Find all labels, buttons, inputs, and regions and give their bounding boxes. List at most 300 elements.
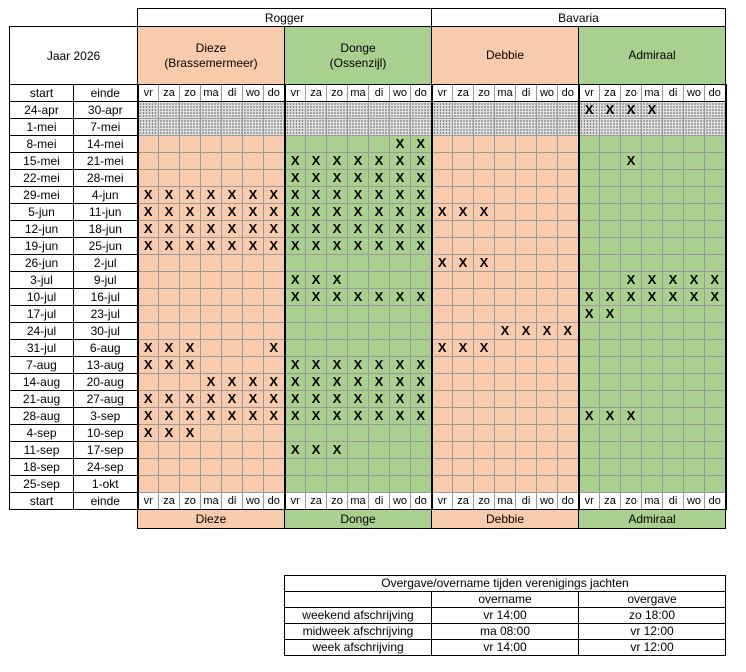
legend-row-overname: vr 14:00 (432, 608, 579, 624)
day-label: di (516, 493, 537, 510)
booking-mark: X (411, 221, 432, 238)
day-label: za (306, 85, 327, 102)
schedule-cell (558, 391, 579, 408)
day-label: zo (327, 85, 348, 102)
schedule-cell (537, 153, 558, 170)
day-label: za (600, 85, 621, 102)
legend-row-overname: ma 08:00 (432, 624, 579, 640)
schedule-cell (558, 102, 579, 119)
booking-mark: X (201, 374, 222, 391)
schedule-cell (516, 442, 537, 459)
booking-mark: X (537, 323, 558, 340)
handover-times-table (284, 575, 726, 656)
booking-mark: X (243, 408, 264, 425)
schedule-cell (642, 374, 663, 391)
booking-mark: X (285, 187, 306, 204)
schedule-cell (600, 391, 621, 408)
booking-mark: X (558, 323, 579, 340)
schedule-cell (495, 476, 516, 493)
booking-mark: X (684, 289, 705, 306)
legend-header-overname: overname (432, 592, 579, 608)
schedule-cell (705, 391, 726, 408)
booking-mark: X (579, 306, 600, 323)
schedule-cell (579, 323, 600, 340)
week-end-date: 13-aug (74, 357, 138, 374)
schedule-cell (138, 255, 159, 272)
booking-mark: X (306, 187, 327, 204)
schedule-cell (600, 119, 621, 136)
week-end-date: 17-sep (74, 442, 138, 459)
booking-mark: X (705, 289, 726, 306)
schedule-cell (537, 170, 558, 187)
day-label: vr (285, 85, 306, 102)
schedule-cell (453, 170, 474, 187)
booking-mark: X (264, 391, 285, 408)
schedule-cell (621, 170, 642, 187)
booking-mark: X (306, 221, 327, 238)
schedule-cell (579, 204, 600, 221)
schedule-cell (558, 408, 579, 425)
schedule-cell (663, 425, 684, 442)
schedule-cell (138, 442, 159, 459)
booking-mark: X (285, 408, 306, 425)
schedule-cell (558, 357, 579, 374)
schedule-cell (495, 374, 516, 391)
booking-mark: X (201, 391, 222, 408)
schedule-cell (285, 459, 306, 476)
booking-mark: X (138, 425, 159, 442)
schedule-cell (705, 238, 726, 255)
booking-mark: X (390, 357, 411, 374)
yacht-header-row (10, 27, 726, 85)
schedule-cell (663, 102, 684, 119)
week-row (10, 153, 726, 170)
schedule-cell (222, 102, 243, 119)
schedule-cell (579, 459, 600, 476)
schedule-cell (663, 442, 684, 459)
schedule-cell (264, 255, 285, 272)
week-row (10, 221, 726, 238)
day-label: ma (348, 85, 369, 102)
booking-mark: X (369, 374, 390, 391)
booking-mark: X (516, 323, 537, 340)
schedule-cell (243, 459, 264, 476)
schedule-cell (705, 459, 726, 476)
schedule-cell (495, 272, 516, 289)
schedule-cell (495, 119, 516, 136)
schedule-cell (684, 221, 705, 238)
booking-mark: X (327, 170, 348, 187)
schedule-cell (537, 221, 558, 238)
schedule-cell (642, 221, 663, 238)
booking-mark: X (138, 391, 159, 408)
booking-mark: X (222, 391, 243, 408)
schedule-cell (264, 170, 285, 187)
schedule-cell (159, 170, 180, 187)
schedule-cell (285, 306, 306, 323)
schedule-cell (579, 340, 600, 357)
schedule-cell (327, 323, 348, 340)
schedule-cell (390, 119, 411, 136)
schedule-cell (516, 408, 537, 425)
schedule-cell (558, 204, 579, 221)
schedule-cell (201, 306, 222, 323)
booking-mark: X (159, 408, 180, 425)
schedule-cell (306, 459, 327, 476)
week-row (10, 170, 726, 187)
booking-mark: X (327, 272, 348, 289)
schedule-cell (411, 272, 432, 289)
schedule-cell (495, 459, 516, 476)
schedule-cell (537, 459, 558, 476)
club-name: Rogger (138, 9, 432, 27)
schedule-cell (621, 187, 642, 204)
schedule-cell (663, 374, 684, 391)
schedule-cell (159, 255, 180, 272)
week-start-date: 25-sep (10, 476, 74, 493)
schedule-cell (495, 102, 516, 119)
yacht-header (138, 27, 285, 85)
day-label: zo (621, 85, 642, 102)
week-end-date: 7-mei (74, 119, 138, 136)
schedule-cell (663, 221, 684, 238)
booking-mark: X (390, 391, 411, 408)
week-start-date: 5-jun (10, 204, 74, 221)
schedule-cell (222, 289, 243, 306)
schedule-cell (579, 187, 600, 204)
schedule-cell (579, 357, 600, 374)
schedule-cell (684, 442, 705, 459)
booking-mark: X (390, 170, 411, 187)
day-label: di (369, 85, 390, 102)
schedule-cell (306, 340, 327, 357)
schedule-cell (705, 170, 726, 187)
schedule-cell (369, 476, 390, 493)
schedule-cell (369, 102, 390, 119)
schedule-cell (495, 425, 516, 442)
schedule-cell (180, 102, 201, 119)
schedule-cell (663, 136, 684, 153)
schedule-cell (432, 102, 453, 119)
schedule-cell (159, 136, 180, 153)
schedule-cell (348, 476, 369, 493)
schedule-cell (558, 459, 579, 476)
yacht-footer-name: Debbie (432, 510, 579, 529)
schedule-cell (537, 187, 558, 204)
booking-mark: X (390, 187, 411, 204)
schedule-cell (684, 136, 705, 153)
schedule-cell (579, 153, 600, 170)
legend-row (285, 640, 726, 656)
week-start-date: 15-mei (10, 153, 74, 170)
booking-mark: X (369, 408, 390, 425)
schedule-cell (201, 340, 222, 357)
day-label: ma (348, 493, 369, 510)
schedule-cell (642, 136, 663, 153)
schedule-cell (411, 459, 432, 476)
schedule-cell (516, 306, 537, 323)
booking-mark: X (327, 153, 348, 170)
schedule-cell (264, 357, 285, 374)
booking-mark: X (411, 153, 432, 170)
schedule-cell (180, 255, 201, 272)
legend-header-blank (285, 592, 432, 608)
schedule-cell (159, 374, 180, 391)
booking-mark: X (348, 204, 369, 221)
schedule-cell (474, 476, 495, 493)
day-label: za (453, 493, 474, 510)
day-label: do (411, 493, 432, 510)
schedule-cell (159, 272, 180, 289)
week-start-date: 14-aug (10, 374, 74, 391)
booking-mark: X (306, 391, 327, 408)
booking-mark: X (621, 408, 642, 425)
schedule-cell (474, 153, 495, 170)
booking-mark: X (159, 187, 180, 204)
schedule-cell (684, 476, 705, 493)
week-row (10, 323, 726, 340)
week-row (10, 408, 726, 425)
end-column-header: einde (74, 493, 138, 510)
yacht-name: Admiraal (628, 48, 676, 62)
schedule-cell (600, 153, 621, 170)
schedule-cell (663, 153, 684, 170)
booking-mark: X (222, 408, 243, 425)
booking-mark: X (201, 408, 222, 425)
booking-mark: X (453, 340, 474, 357)
week-end-date: 4-jun (74, 187, 138, 204)
booking-mark: X (201, 238, 222, 255)
schedule-cell (432, 153, 453, 170)
schedule-cell (579, 425, 600, 442)
schedule-cell (516, 272, 537, 289)
schedule-cell (663, 408, 684, 425)
week-start-date: 8-mei (10, 136, 74, 153)
booking-mark: X (348, 357, 369, 374)
schedule-cell (453, 119, 474, 136)
day-label: ma (642, 493, 663, 510)
booking-mark: X (306, 289, 327, 306)
schedule-cell (243, 323, 264, 340)
schedule-cell (642, 306, 663, 323)
booking-mark: X (348, 374, 369, 391)
booking-mark: X (180, 187, 201, 204)
schedule-cell (600, 459, 621, 476)
schedule-cell (264, 442, 285, 459)
schedule-cell (579, 442, 600, 459)
yacht-header (432, 27, 579, 85)
booking-mark: X (369, 289, 390, 306)
booking-mark: X (243, 374, 264, 391)
schedule-cell (621, 442, 642, 459)
booking-mark: X (348, 391, 369, 408)
schedule-cell (537, 391, 558, 408)
booking-mark: X (348, 221, 369, 238)
booking-mark: X (180, 357, 201, 374)
yacht-name: Donge (340, 40, 376, 55)
schedule-cell (264, 102, 285, 119)
schedule-cell (558, 476, 579, 493)
schedule-cell (495, 221, 516, 238)
schedule-cell (537, 340, 558, 357)
week-row (10, 136, 726, 153)
schedule-cell (222, 136, 243, 153)
week-end-date: 10-sep (74, 425, 138, 442)
schedule-cell (474, 221, 495, 238)
yacht-footer-name: Admiraal (579, 510, 726, 529)
schedule-cell (432, 187, 453, 204)
schedule-cell (138, 170, 159, 187)
week-row (10, 340, 726, 357)
booking-mark: X (348, 238, 369, 255)
schedule-cell (642, 425, 663, 442)
schedule-cell (327, 306, 348, 323)
footer-blank (10, 510, 138, 529)
day-label: wo (684, 85, 705, 102)
booking-mark: X (705, 272, 726, 289)
schedule-cell (222, 170, 243, 187)
booking-mark: X (264, 340, 285, 357)
schedule-cell (516, 255, 537, 272)
booking-mark: X (306, 272, 327, 289)
booking-mark: X (369, 391, 390, 408)
schedule-cell (411, 323, 432, 340)
day-label: za (159, 85, 180, 102)
schedule-cell (558, 238, 579, 255)
schedule-cell (474, 442, 495, 459)
booking-mark: X (285, 272, 306, 289)
schedule-cell (201, 425, 222, 442)
schedule-cell (684, 408, 705, 425)
schedule-cell (663, 187, 684, 204)
schedule-cell (600, 170, 621, 187)
week-row (10, 459, 726, 476)
day-label: zo (621, 493, 642, 510)
booking-mark: X (159, 204, 180, 221)
schedule-cell (306, 476, 327, 493)
schedule-cell (453, 187, 474, 204)
booking-mark: X (306, 408, 327, 425)
schedule-cell (558, 136, 579, 153)
booking-mark: X (138, 340, 159, 357)
week-row (10, 306, 726, 323)
schedule-cell (642, 204, 663, 221)
week-start-date: 22-mei (10, 170, 74, 187)
week-end-date: 3-sep (74, 408, 138, 425)
week-end-date: 24-sep (74, 459, 138, 476)
schedule-cell (705, 204, 726, 221)
schedule-cell (663, 238, 684, 255)
schedule-cell (222, 340, 243, 357)
booking-mark: X (684, 272, 705, 289)
schedule-cell (432, 119, 453, 136)
booking-mark: X (264, 204, 285, 221)
schedule-cell (411, 119, 432, 136)
week-start-date: 19-jun (10, 238, 74, 255)
day-label: di (516, 85, 537, 102)
schedule-cell (348, 102, 369, 119)
schedule-cell (201, 136, 222, 153)
week-start-date: 3-jul (10, 272, 74, 289)
schedule-cell (264, 306, 285, 323)
schedule-cell (243, 272, 264, 289)
booking-mark: X (390, 153, 411, 170)
schedule-cell (621, 136, 642, 153)
schedule-cell (222, 255, 243, 272)
day-label: di (369, 493, 390, 510)
schedule-cell (243, 119, 264, 136)
schedule-cell (432, 425, 453, 442)
week-start-date: 18-sep (10, 459, 74, 476)
schedule-cell (516, 204, 537, 221)
schedule-cell (684, 374, 705, 391)
schedule-cell (684, 153, 705, 170)
legend-row-overgave: vr 12:00 (579, 624, 726, 640)
schedule-cell (705, 323, 726, 340)
booking-mark: X (159, 425, 180, 442)
schedule-cell (180, 306, 201, 323)
schedule-cell (264, 476, 285, 493)
day-label: ma (201, 85, 222, 102)
yacht-footer-name: Donge (285, 510, 432, 529)
schedule-cell (495, 391, 516, 408)
week-end-date: 6-aug (74, 340, 138, 357)
day-label: wo (390, 493, 411, 510)
schedule-cell (642, 476, 663, 493)
schedule-cell (579, 391, 600, 408)
schedule-cell (684, 238, 705, 255)
booking-mark: X (285, 442, 306, 459)
schedule-cell (495, 442, 516, 459)
schedule-cell (222, 119, 243, 136)
schedule-cell (453, 442, 474, 459)
schedule-cell (579, 255, 600, 272)
schedule-cell (327, 459, 348, 476)
booking-mark: X (411, 238, 432, 255)
booking-mark: X (138, 187, 159, 204)
schedule-cell (327, 476, 348, 493)
schedule-cell (432, 170, 453, 187)
week-row (10, 425, 726, 442)
booking-mark: X (159, 221, 180, 238)
schedule-cell (642, 170, 663, 187)
schedule-cell (306, 306, 327, 323)
schedule-cell (600, 340, 621, 357)
booking-mark: X (159, 391, 180, 408)
schedule-cell (138, 374, 159, 391)
schedule-cell (243, 357, 264, 374)
schedule-cell (180, 476, 201, 493)
booking-mark: X (285, 374, 306, 391)
schedule-cell (348, 119, 369, 136)
schedule-cell (138, 289, 159, 306)
week-row (10, 255, 726, 272)
schedule-cell (684, 204, 705, 221)
schedule-cell (432, 374, 453, 391)
schedule-cell (537, 374, 558, 391)
week-end-date: 9-jul (74, 272, 138, 289)
booking-mark: X (264, 221, 285, 238)
day-label: wo (537, 85, 558, 102)
schedule-cell (684, 170, 705, 187)
day-label: zo (180, 85, 201, 102)
schedule-cell (474, 119, 495, 136)
schedule-cell (264, 272, 285, 289)
week-start-date: 21-aug (10, 391, 74, 408)
schedule-cell (306, 323, 327, 340)
schedule-cell (705, 102, 726, 119)
booking-mark: X (201, 187, 222, 204)
